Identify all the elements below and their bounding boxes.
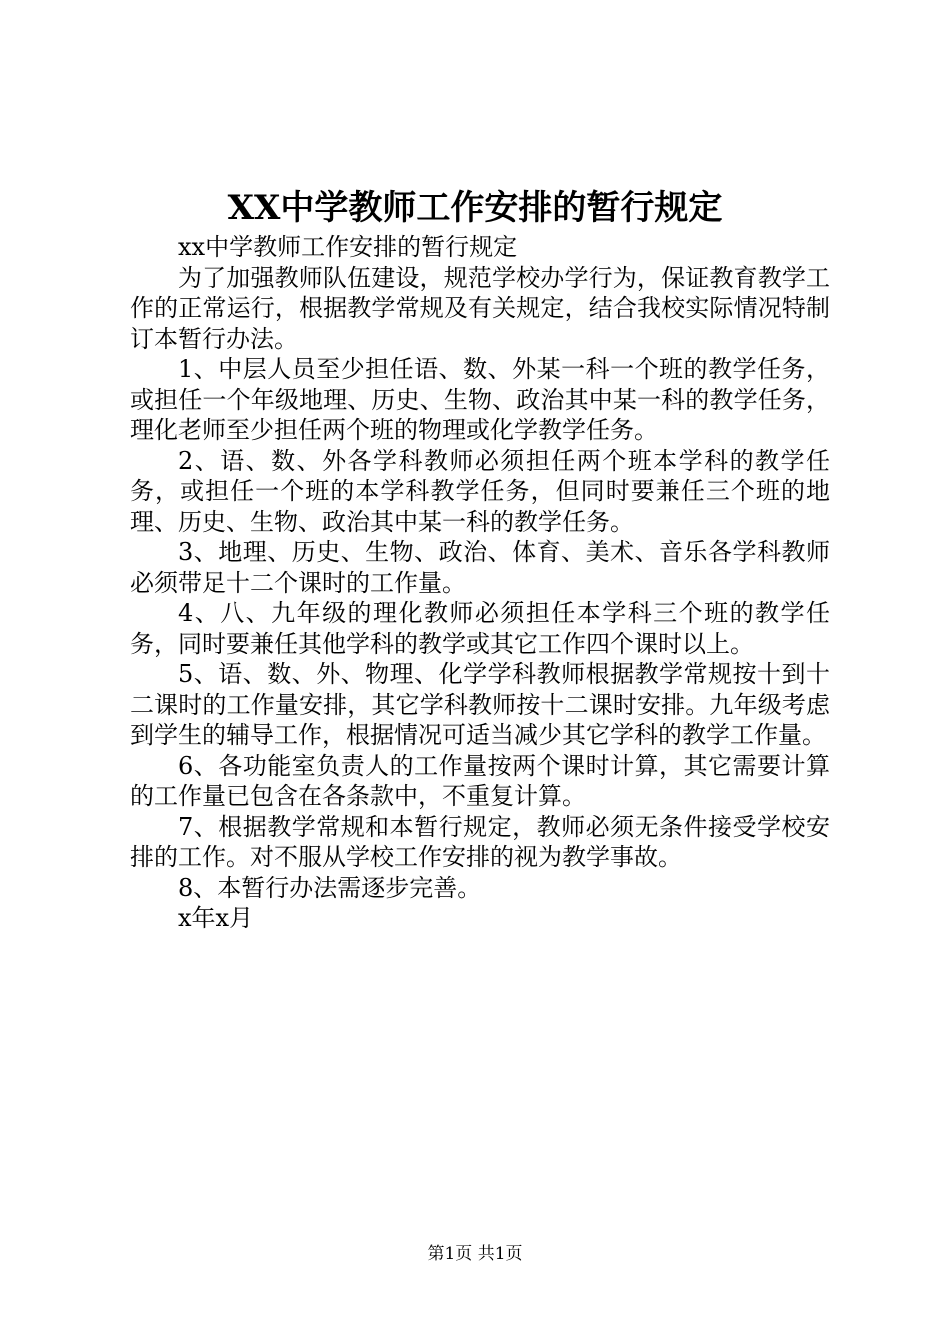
paragraph-subtitle: xx中学教师工作安排的暂行规定 (178, 233, 518, 261)
paragraph-date: x年x月 (178, 904, 254, 932)
paragraph-item-8: 8、本暂行办法需逐步完善。 (178, 873, 482, 902)
paragraph-item-2: 2、语、数、外各学科教师必须担任两个班本学科的教学任务，或担任一个班的本学科教学任务，但同时要兼任三个班的地理、历史、生物、政治其中某一科的教学任务。 (130, 446, 830, 536)
paragraph-item-6: 6、各功能室负责人的工作量按两个课时计算，其它需要计算的工作量已包含在各条款中，不重复计算。 (130, 751, 830, 810)
paragraph-item-5: 5、语、数、外、物理、化学学科教师根据教学常规按十到十二课时的工作量安排，其它学科教师按十二课时安排。九年级考虑到学生的辅导工作，根据情况可适当减少其它学科的教学工作量。 (130, 660, 830, 749)
paragraph-item-4: 4、八、九年级的理化教师必须担任本学科三个班的教学任务，同时要兼任其他学科的教学或其它工作四个课时以上。 (130, 599, 830, 658)
paragraph-item-3: 3、地理、历史、生物、政治、体育、美术、音乐各学科教师必须带足十二个课时的工作量。 (130, 538, 830, 597)
paragraph-item-1: 1、中层人员至少担任语、数、外某一科一个班的教学任务，或担任一个年级地理、历史、生物、政治其中某一科的教学任务，理化老师至少担任两个班的物理或化学教学任务。 (130, 355, 830, 444)
document-title: XX中学教师工作安排的暂行规定 (227, 188, 723, 228)
page-footer: 第1页 共1页 (427, 1244, 523, 1264)
paragraph-intro: 为了加强教师队伍建设，规范学校办学行为，保证教育教学工作的正常运行，根据教学常规及有关规定，结合我校实际情况特制订本暂行办法。 (130, 263, 830, 353)
document-body (130, 232, 830, 934)
paragraph-item-7: 7、根据教学常规和本暂行规定，教师必须无条件接受学校安排的工作。对不服从学校工作安排的视为教学事故。 (130, 812, 830, 871)
